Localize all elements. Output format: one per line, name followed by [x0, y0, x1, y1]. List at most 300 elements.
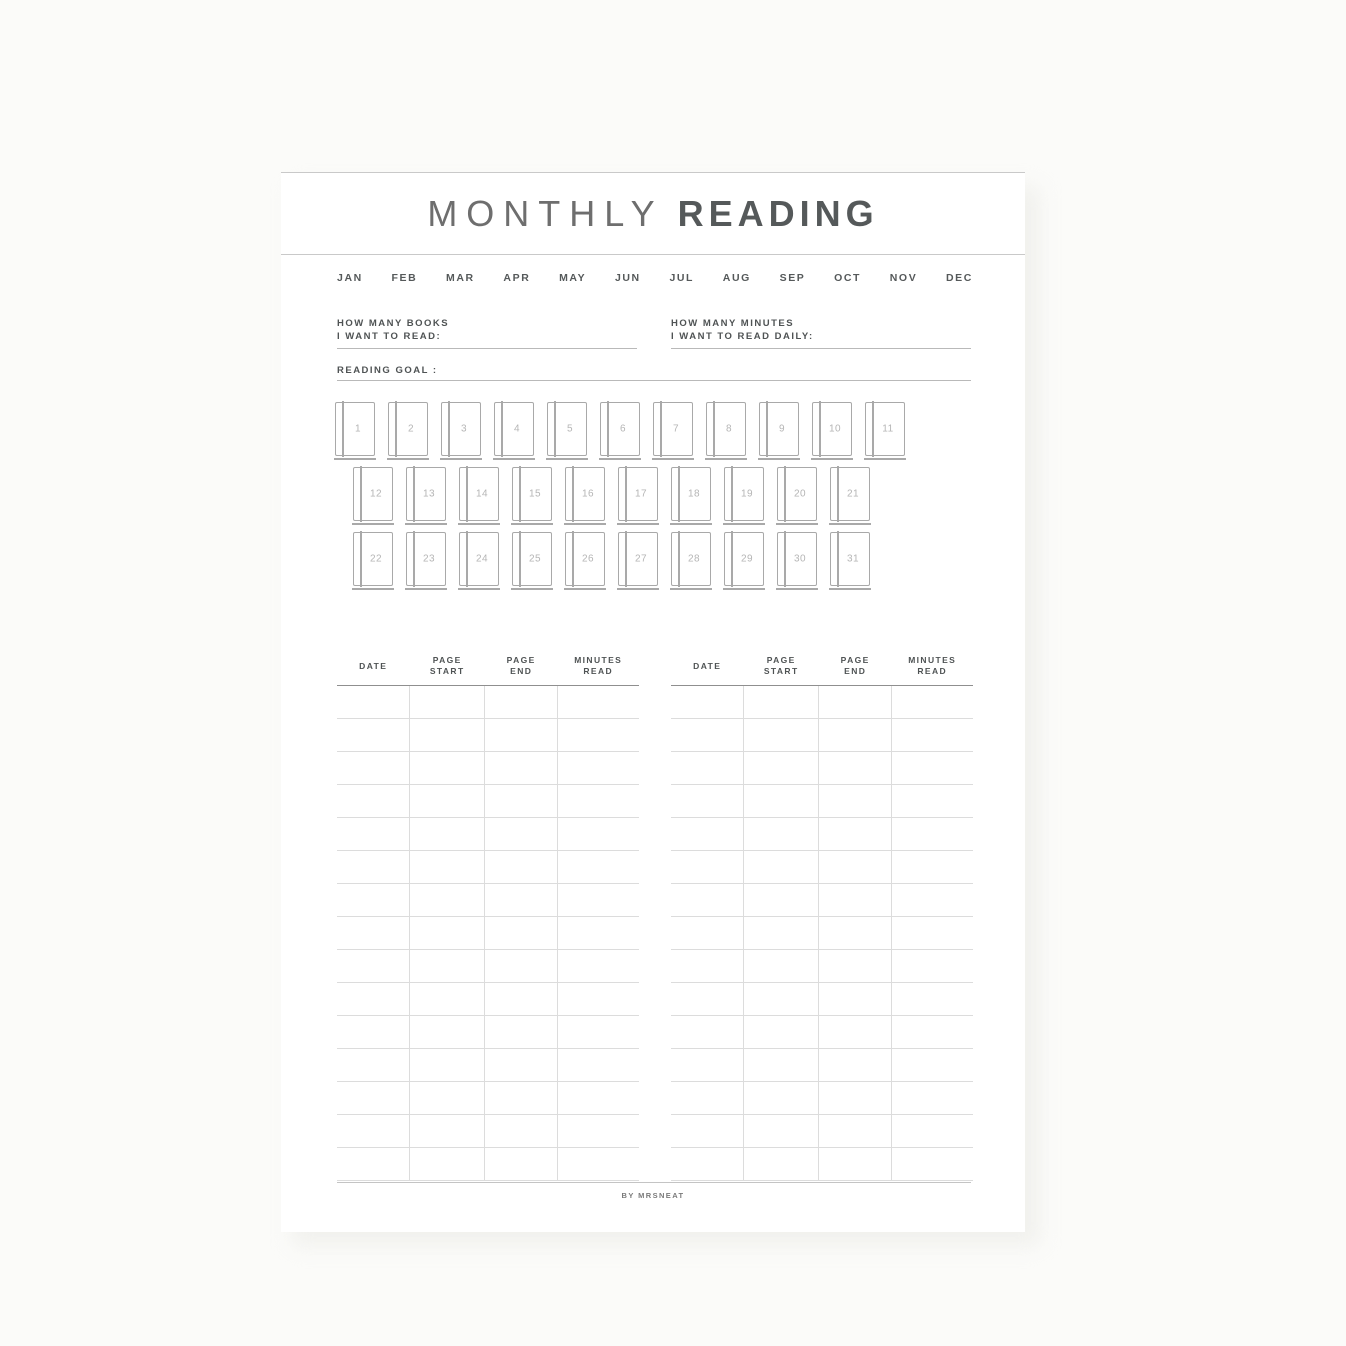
- table-header-row: [671, 652, 973, 686]
- table-cell-input[interactable]: [671, 950, 743, 983]
- book-checkbox[interactable]: [565, 532, 605, 586]
- table-cell-input[interactable]: [671, 1115, 743, 1148]
- table-cell-input[interactable]: [409, 1016, 485, 1049]
- month-option-may[interactable]: MAY: [559, 272, 587, 284]
- minutes-goal-label: [671, 317, 971, 343]
- table-cell-input[interactable]: [557, 1049, 639, 1082]
- book-number: 30: [793, 553, 807, 565]
- table-cell-input[interactable]: [409, 785, 485, 818]
- book-checkbox[interactable]: [724, 467, 764, 521]
- table-cell-input[interactable]: [743, 884, 819, 917]
- book-checkbox[interactable]: [512, 467, 552, 521]
- table-cell-input[interactable]: [743, 1016, 819, 1049]
- table-cell-input[interactable]: [337, 1148, 409, 1181]
- table-row: [337, 983, 639, 1016]
- month-option-oct[interactable]: OCT: [834, 272, 862, 284]
- reading-log-table: [337, 652, 639, 1181]
- table-cell-input[interactable]: [557, 884, 639, 917]
- book-checkbox[interactable]: [353, 532, 393, 586]
- book-base-icon: [564, 523, 605, 525]
- book-checkbox[interactable]: [353, 467, 393, 521]
- page-title-monthly: MONTHLY: [427, 192, 664, 234]
- book-number: 19: [740, 488, 754, 500]
- table-cell-input[interactable]: [409, 884, 485, 917]
- book-number: 29: [740, 553, 754, 565]
- minutes-goal-label-line1: HOW MANY MINUTES: [671, 318, 795, 329]
- book-tracker-row-1: [335, 402, 973, 456]
- book-number: 25: [528, 553, 542, 565]
- column-header-line2: READ: [917, 666, 948, 676]
- table-cell-input[interactable]: [557, 1016, 639, 1049]
- table-cell-input[interactable]: [671, 983, 743, 1016]
- column-header-line1: PAGE: [432, 655, 462, 665]
- reading-log-right: [671, 652, 973, 1181]
- page-title: [281, 172, 1025, 255]
- table-cell-input[interactable]: [485, 686, 557, 719]
- table-cell-input[interactable]: [743, 785, 819, 818]
- table-row: [671, 1049, 973, 1082]
- table-cell-input[interactable]: [671, 1049, 743, 1082]
- table-cell-input[interactable]: [337, 884, 409, 917]
- month-option-jul[interactable]: JUL: [669, 272, 695, 284]
- table-row: [337, 818, 639, 851]
- table-cell-input[interactable]: [409, 917, 485, 950]
- book-number: 23: [422, 553, 436, 565]
- table-row: [337, 1016, 639, 1049]
- table-cell-input[interactable]: [819, 686, 891, 719]
- table-cell-input[interactable]: [337, 719, 409, 752]
- table-row: [337, 1049, 639, 1082]
- book-checkbox[interactable]: [565, 467, 605, 521]
- book-base-icon: [334, 458, 375, 460]
- month-option-jun[interactable]: JUN: [614, 272, 641, 284]
- column-header-line1: PAGE: [506, 655, 536, 665]
- book-checkbox[interactable]: [812, 402, 852, 456]
- book-checkbox[interactable]: [406, 467, 446, 521]
- table-row: [337, 785, 639, 818]
- book-number: 21: [846, 488, 860, 500]
- table-cell-input[interactable]: [409, 1082, 485, 1115]
- book-number: 15: [528, 488, 542, 500]
- book-checkbox[interactable]: [406, 532, 446, 586]
- table-cell-input[interactable]: [671, 719, 743, 752]
- column-header-minutes-read: [557, 652, 639, 686]
- table-cell-input[interactable]: [891, 1049, 973, 1082]
- table-row: [671, 983, 973, 1016]
- table-cell-input[interactable]: [485, 1082, 557, 1115]
- table-row: [671, 1115, 973, 1148]
- table-header-row: [337, 652, 639, 686]
- table-cell-input[interactable]: [743, 686, 819, 719]
- book-base-icon: [493, 458, 534, 460]
- book-number: 2: [407, 423, 415, 435]
- table-cell-input[interactable]: [337, 950, 409, 983]
- table-cell-input[interactable]: [671, 851, 743, 884]
- column-header-line2: END: [844, 666, 867, 676]
- table-row: [671, 950, 973, 983]
- book-checkbox[interactable]: [777, 532, 817, 586]
- table-cell-input[interactable]: [819, 1082, 891, 1115]
- book-checkbox[interactable]: [706, 402, 746, 456]
- book-base-icon: [599, 458, 640, 460]
- table-cell-input[interactable]: [557, 785, 639, 818]
- book-checkbox[interactable]: [830, 532, 870, 586]
- table-cell-input[interactable]: [557, 818, 639, 851]
- reading-log-table: [671, 652, 973, 1181]
- book-checkbox[interactable]: [600, 402, 640, 456]
- table-cell-input[interactable]: [409, 983, 485, 1016]
- table-cell-input[interactable]: [891, 686, 973, 719]
- table-cell-input[interactable]: [409, 752, 485, 785]
- table-cell-input[interactable]: [557, 917, 639, 950]
- table-body: [671, 686, 973, 1181]
- table-cell-input[interactable]: [819, 950, 891, 983]
- table-cell-input[interactable]: [485, 884, 557, 917]
- table-cell-input[interactable]: [891, 752, 973, 785]
- table-row: [337, 1148, 639, 1181]
- table-cell-input[interactable]: [671, 1082, 743, 1115]
- book-checkbox[interactable]: [777, 467, 817, 521]
- column-header-date: [671, 652, 743, 686]
- table-cell-input[interactable]: [743, 1148, 819, 1181]
- book-checkbox[interactable]: [724, 532, 764, 586]
- table-row: [337, 950, 639, 983]
- table-row: [337, 1082, 639, 1115]
- table-cell-input[interactable]: [485, 851, 557, 884]
- book-checkbox[interactable]: [671, 532, 711, 586]
- table-cell-input[interactable]: [337, 686, 409, 719]
- book-checkbox[interactable]: [618, 532, 658, 586]
- table-cell-input[interactable]: [485, 917, 557, 950]
- table-row: [337, 917, 639, 950]
- table-cell-input[interactable]: [743, 917, 819, 950]
- book-base-icon: [405, 588, 446, 590]
- table-cell-input[interactable]: [557, 1115, 639, 1148]
- table-cell-input[interactable]: [743, 1082, 819, 1115]
- table-cell-input[interactable]: [671, 785, 743, 818]
- book-base-icon: [705, 458, 746, 460]
- table-row: [337, 686, 639, 719]
- table-cell-input[interactable]: [743, 719, 819, 752]
- book-base-icon: [776, 588, 817, 590]
- column-header-minutes-read: [891, 652, 973, 686]
- table-cell-input[interactable]: [485, 1049, 557, 1082]
- book-checkbox[interactable]: [494, 402, 534, 456]
- table-cell-input[interactable]: [409, 818, 485, 851]
- book-checkbox[interactable]: [618, 467, 658, 521]
- table-cell-input[interactable]: [819, 1115, 891, 1148]
- book-checkbox[interactable]: [653, 402, 693, 456]
- column-header-page-end: [819, 652, 891, 686]
- book-number: 17: [634, 488, 648, 500]
- table-cell-input[interactable]: [671, 818, 743, 851]
- table-cell-input[interactable]: [819, 1016, 891, 1049]
- table-cell-input[interactable]: [819, 917, 891, 950]
- month-selector: [337, 272, 973, 284]
- table-cell-input[interactable]: [485, 818, 557, 851]
- table-cell-input[interactable]: [337, 917, 409, 950]
- table-cell-input[interactable]: [743, 983, 819, 1016]
- table-cell-input[interactable]: [409, 686, 485, 719]
- table-cell-input[interactable]: [409, 719, 485, 752]
- table-cell-input[interactable]: [671, 1148, 743, 1181]
- table-row: [671, 818, 973, 851]
- column-header-line1: MINUTES: [908, 655, 957, 665]
- book-checkbox[interactable]: [671, 467, 711, 521]
- table-cell-input[interactable]: [485, 1148, 557, 1181]
- table-cell-input[interactable]: [891, 1016, 973, 1049]
- table-cell-input[interactable]: [819, 983, 891, 1016]
- book-base-icon: [617, 523, 658, 525]
- book-number: 4: [513, 423, 521, 435]
- table-row: [337, 884, 639, 917]
- book-base-icon: [458, 523, 499, 525]
- table-cell-input[interactable]: [557, 851, 639, 884]
- book-base-icon: [670, 523, 711, 525]
- book-base-icon: [723, 588, 764, 590]
- table-cell-input[interactable]: [819, 1049, 891, 1082]
- book-number: 8: [725, 423, 733, 435]
- book-number: 24: [475, 553, 489, 565]
- table-cell-input[interactable]: [557, 752, 639, 785]
- table-cell-input[interactable]: [819, 884, 891, 917]
- book-base-icon: [458, 588, 499, 590]
- book-number: 1: [354, 423, 362, 435]
- table-cell-input[interactable]: [671, 752, 743, 785]
- book-number: 31: [846, 553, 860, 565]
- month-option-apr[interactable]: APR: [503, 272, 531, 284]
- book-checkbox[interactable]: [335, 402, 375, 456]
- table-cell-input[interactable]: [743, 950, 819, 983]
- column-header-line1: PAGE: [766, 655, 796, 665]
- book-checkbox[interactable]: [865, 402, 905, 456]
- book-number: 18: [687, 488, 701, 500]
- column-header-line2: END: [510, 666, 533, 676]
- table-cell-input[interactable]: [409, 1115, 485, 1148]
- table-row: [671, 1148, 973, 1181]
- table-cell-input[interactable]: [891, 884, 973, 917]
- table-cell-input[interactable]: [557, 983, 639, 1016]
- table-cell-input[interactable]: [819, 719, 891, 752]
- book-base-icon: [670, 588, 711, 590]
- book-tracker-row-2: [353, 467, 973, 521]
- book-base-icon: [864, 458, 905, 460]
- table-cell-input[interactable]: [743, 818, 819, 851]
- table-row: [337, 719, 639, 752]
- column-header-line1: DATE: [693, 660, 722, 671]
- month-option-nov[interactable]: NOV: [889, 272, 918, 284]
- book-base-icon: [352, 523, 393, 525]
- minutes-goal-input[interactable]: [671, 348, 971, 349]
- table-cell-input[interactable]: [557, 950, 639, 983]
- table-cell-input[interactable]: [557, 1082, 639, 1115]
- book-base-icon: [811, 458, 852, 460]
- column-header-line2: START: [763, 666, 799, 676]
- book-base-icon: [758, 458, 799, 460]
- table-cell-input[interactable]: [337, 1016, 409, 1049]
- table-cell-input[interactable]: [891, 818, 973, 851]
- table-row: [671, 1082, 973, 1115]
- column-header-line1: DATE: [359, 660, 388, 671]
- table-cell-input[interactable]: [891, 1148, 973, 1181]
- table-cell-input[interactable]: [743, 1115, 819, 1148]
- column-header-page-start: [409, 652, 485, 686]
- table-cell-input[interactable]: [743, 752, 819, 785]
- book-checkbox[interactable]: [441, 402, 481, 456]
- book-tracker-grid: [335, 402, 973, 597]
- book-number: 9: [778, 423, 786, 435]
- table-cell-input[interactable]: [819, 851, 891, 884]
- book-base-icon: [352, 588, 393, 590]
- table-cell-input[interactable]: [485, 752, 557, 785]
- book-base-icon: [564, 588, 605, 590]
- page-title-reading: READING: [677, 192, 879, 234]
- table-cell-input[interactable]: [557, 719, 639, 752]
- table-row: [671, 884, 973, 917]
- book-base-icon: [723, 523, 764, 525]
- table-cell-input[interactable]: [819, 785, 891, 818]
- column-header-date: [337, 652, 409, 686]
- book-number: 20: [793, 488, 807, 500]
- table-cell-input[interactable]: [409, 1049, 485, 1082]
- book-checkbox[interactable]: [830, 467, 870, 521]
- book-number: 27: [634, 553, 648, 565]
- table-cell-input[interactable]: [337, 1082, 409, 1115]
- book-number: 13: [422, 488, 436, 500]
- book-base-icon: [511, 523, 552, 525]
- column-header-line2: READ: [583, 666, 614, 676]
- table-cell-input[interactable]: [409, 1148, 485, 1181]
- printable-sheet: [281, 172, 1025, 1232]
- table-cell-input[interactable]: [819, 752, 891, 785]
- book-checkbox[interactable]: [547, 402, 587, 456]
- table-cell-input[interactable]: [891, 719, 973, 752]
- table-row: [337, 851, 639, 884]
- table-cell-input[interactable]: [485, 719, 557, 752]
- table-cell-input[interactable]: [891, 917, 973, 950]
- table-cell-input[interactable]: [557, 686, 639, 719]
- table-row: [337, 752, 639, 785]
- table-cell-input[interactable]: [891, 851, 973, 884]
- column-header-line1: MINUTES: [574, 655, 623, 665]
- book-number: 22: [369, 553, 383, 565]
- book-base-icon: [829, 588, 870, 590]
- footer-credit: BY MRSNEAT: [621, 1191, 685, 1200]
- table-cell-input[interactable]: [671, 917, 743, 950]
- table-cell-input[interactable]: [891, 1115, 973, 1148]
- table-cell-input[interactable]: [891, 950, 973, 983]
- book-base-icon: [440, 458, 481, 460]
- reading-log-left: [337, 652, 639, 1181]
- books-goal-label: [337, 317, 637, 343]
- book-number: 16: [581, 488, 595, 500]
- month-option-dec[interactable]: DEC: [946, 272, 973, 284]
- table-cell-input[interactable]: [409, 851, 485, 884]
- book-number: 7: [672, 423, 680, 435]
- book-base-icon: [511, 588, 552, 590]
- table-row: [671, 851, 973, 884]
- table-cell-input[interactable]: [337, 851, 409, 884]
- book-checkbox[interactable]: [459, 467, 499, 521]
- table-cell-input[interactable]: [337, 983, 409, 1016]
- table-cell-input[interactable]: [819, 1148, 891, 1181]
- table-row: [671, 752, 973, 785]
- column-header-page-start: [743, 652, 819, 686]
- table-cell-input[interactable]: [485, 983, 557, 1016]
- month-option-mar[interactable]: MAR: [446, 272, 475, 284]
- books-goal-label-line2: I WANT TO READ:: [337, 331, 442, 342]
- column-header-page-end: [485, 652, 557, 686]
- book-base-icon: [405, 523, 446, 525]
- table-cell-input[interactable]: [891, 1082, 973, 1115]
- book-number: 12: [369, 488, 383, 500]
- reading-goal-label: READING GOAL :: [337, 365, 438, 376]
- book-base-icon: [829, 523, 870, 525]
- table-cell-input[interactable]: [485, 1115, 557, 1148]
- book-number: 28: [687, 553, 701, 565]
- table-row: [671, 785, 973, 818]
- table-row: [337, 1115, 639, 1148]
- table-cell-input[interactable]: [337, 1049, 409, 1082]
- table-cell-input[interactable]: [337, 785, 409, 818]
- month-option-sep[interactable]: SEP: [779, 272, 806, 284]
- book-checkbox[interactable]: [459, 532, 499, 586]
- book-base-icon: [387, 458, 428, 460]
- table-cell-input[interactable]: [743, 851, 819, 884]
- table-cell-input[interactable]: [671, 1016, 743, 1049]
- book-number: 14: [475, 488, 489, 500]
- table-cell-input[interactable]: [337, 1115, 409, 1148]
- reading-goal-input[interactable]: [337, 380, 971, 381]
- column-header-line1: PAGE: [840, 655, 870, 665]
- book-number: 10: [828, 423, 842, 435]
- month-option-feb[interactable]: FEB: [391, 272, 418, 284]
- book-number: 5: [566, 423, 574, 435]
- footer-divider: [337, 1182, 971, 1183]
- table-cell-input[interactable]: [337, 818, 409, 851]
- month-option-aug[interactable]: AUG: [722, 272, 751, 284]
- table-cell-input[interactable]: [485, 950, 557, 983]
- table-row: [671, 686, 973, 719]
- table-cell-input[interactable]: [671, 884, 743, 917]
- table-cell-input[interactable]: [557, 1148, 639, 1181]
- table-cell-input[interactable]: [337, 752, 409, 785]
- table-cell-input[interactable]: [891, 785, 973, 818]
- table-cell-input[interactable]: [819, 818, 891, 851]
- table-cell-input[interactable]: [485, 1016, 557, 1049]
- book-checkbox[interactable]: [759, 402, 799, 456]
- book-checkbox[interactable]: [512, 532, 552, 586]
- month-option-jan[interactable]: JAN: [337, 272, 363, 284]
- book-number: 26: [581, 553, 595, 565]
- table-cell-input[interactable]: [409, 950, 485, 983]
- book-base-icon: [617, 588, 658, 590]
- table-row: [671, 719, 973, 752]
- table-cell-input[interactable]: [743, 1049, 819, 1082]
- table-cell-input[interactable]: [485, 785, 557, 818]
- book-checkbox[interactable]: [388, 402, 428, 456]
- book-base-icon: [776, 523, 817, 525]
- book-base-icon: [546, 458, 587, 460]
- table-cell-input[interactable]: [671, 686, 743, 719]
- table-cell-input[interactable]: [891, 983, 973, 1016]
- book-tracker-row-3: [353, 532, 973, 586]
- column-header-line2: START: [429, 666, 465, 676]
- table-row: [671, 1016, 973, 1049]
- books-goal-input[interactable]: [337, 348, 637, 349]
- table-row: [671, 917, 973, 950]
- book-number: 6: [619, 423, 627, 435]
